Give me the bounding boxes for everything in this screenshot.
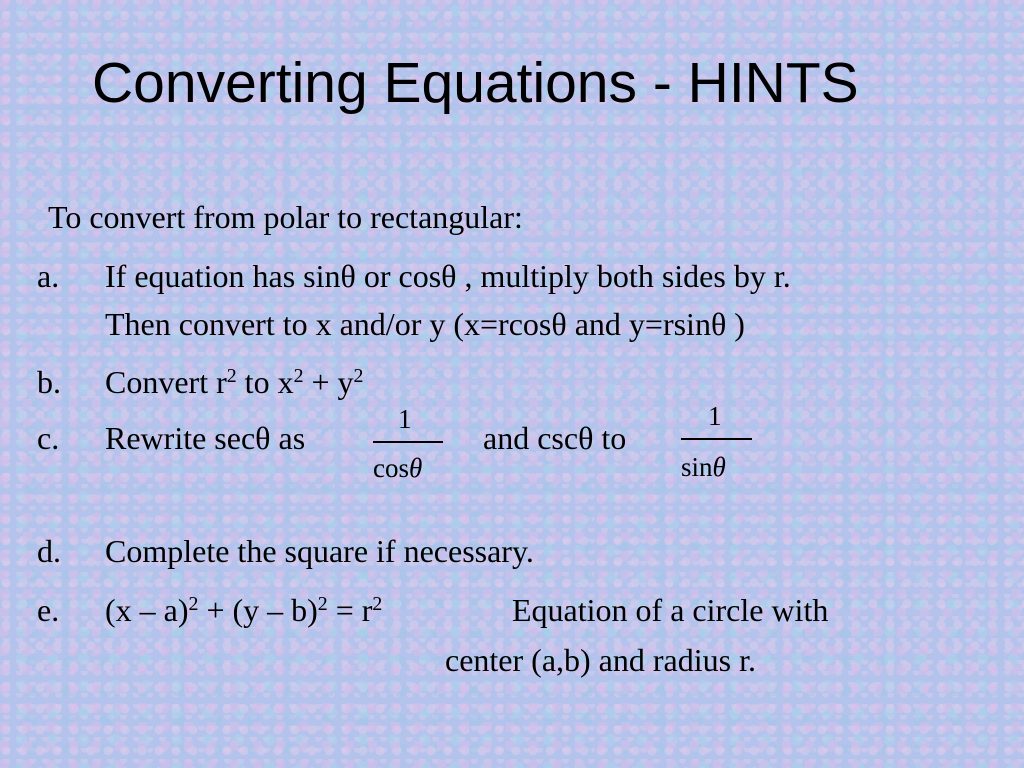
fraction-sec-bar [373,441,443,443]
item-a-line2: Then convert to x and/or y (x=rcosθ and y=rsinθ ) [105,306,745,342]
item-e-equation: $(x - a)^2 + (y - b)^2 = r^2$ [105,592,383,628]
item-a-line1: If equation has sinθ or cosθ , multiply both sides by r. [105,258,791,294]
item-c-mid: and cscθ to [483,420,627,456]
item-c-pre: Rewrite secθ as [105,420,306,456]
item-a-marker: a. [37,258,60,294]
item-e-description-line1: Equation of a circle with [512,592,829,628]
fraction-sec-numerator: 1 [398,404,412,434]
item-b-text: Convert $r^2$ to $x^2 + y^2$ [105,364,364,400]
intro-text: To convert from polar to rectangular: [48,199,523,235]
fraction-csc-numerator: 1 [708,401,722,431]
item-e-marker: e. [37,592,60,628]
item-c-marker: c. [37,420,60,456]
item-e-description-line2: center (a,b) and radius r. [445,642,756,678]
fraction-csc-denominator: sinθ [681,452,726,482]
item-d-marker: d. [37,533,61,569]
slide-title: Converting Equations - HINTS [92,51,859,115]
fraction-csc-bar [681,438,752,440]
item-d-text: Complete the square if necessary. [105,533,534,569]
item-b-marker: b. [37,364,61,400]
fraction-sec-denominator: cosθ [373,453,423,483]
